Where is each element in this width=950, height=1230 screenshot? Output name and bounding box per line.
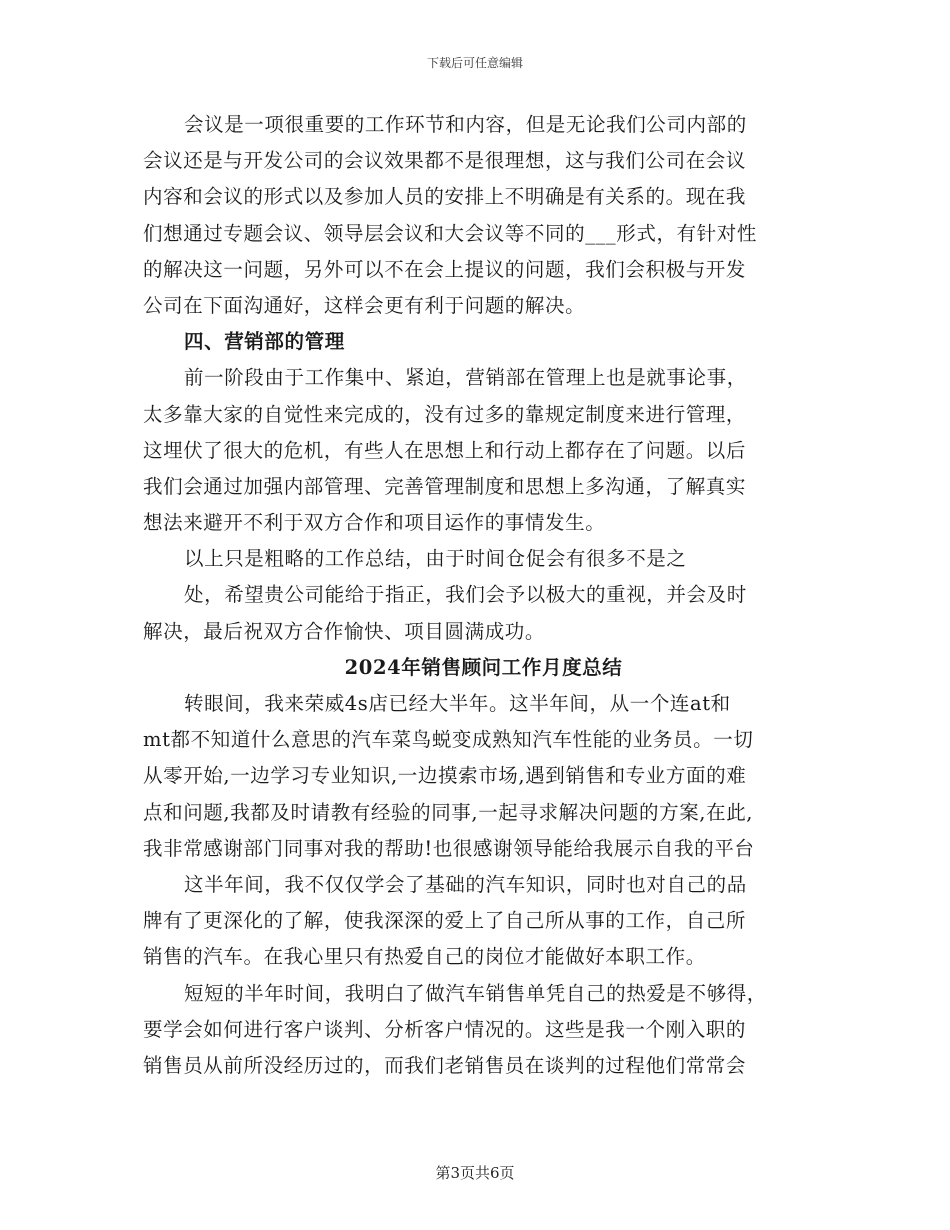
- text-line: 会议是一项很重要的工作环节和内容，但是无论我们公司内部的: [184, 113, 747, 136]
- text-line: 牌有了更深化的了解，使我深深的爱上了自己所从事的工作，自己所: [143, 909, 747, 933]
- text-line: 我们会通过加强内部管理、完善管理制度和思想上多沟通，了解真实: [143, 474, 747, 498]
- page-header: 下载后可任意编辑: [426, 56, 523, 70]
- text-line: 内容和会议的形式以及参加人员的安排上不明确是有关系的。现在我: [143, 185, 747, 209]
- text-line: 会议还是与开发公司的会议效果都不是很理想，这与我们公司在会议: [143, 149, 747, 173]
- page-number: 第3页共6页: [435, 1164, 515, 1182]
- text-line: 的解决这一问题，另外可以不在会上提议的问题，我们会积极与开发: [143, 257, 747, 281]
- text-line: 前一阶段由于工作集中、紧迫，营销部在管理上也是就事论事，: [184, 366, 747, 390]
- text-line: 这半年间，我不仅仅学会了基础的汽车知识，同时也对自己的品: [184, 872, 747, 896]
- text-line: mt都不知道什么意思的汽车菜鸟蜕变成熟知汽车性能的业务员。一切: [143, 728, 754, 752]
- text-line: 销售员从前所没经历过的，而我们老销售员在谈判的过程他们常常会: [143, 1053, 747, 1077]
- section-heading: 四、营销部的管理: [184, 330, 345, 354]
- text-line: 短短的半年时间，我明白了做汽车销售单凭自己的热爱是不够得，: [184, 981, 767, 1005]
- text-line: 想法来避开不利于双方合作和项目运作的事情发生。: [143, 511, 606, 535]
- text-line: 公司在下面沟通好，这样会更有利于问题的解决。: [143, 293, 586, 317]
- document-body: [143, 107, 808, 1084]
- document-title: 2024年销售顾问工作月度总结: [344, 655, 623, 679]
- text-line: 解决，最后祝双方合作愉快、项目圆满成功。: [143, 619, 546, 643]
- text-line: 销售的汽车。在我心里只有热爱自己的岗位才能做好本职工作。: [143, 945, 706, 969]
- text-line: 点和问题,我都及时请教有经验的同事,一起寻求解决问题的方案,在此,: [143, 800, 754, 824]
- text-line: 们想通过专题会议、领导层会议和大会议等不同的___形式，有针对性: [143, 221, 757, 245]
- text-line: 这埋伏了很大的危机，有些人在思想上和行动上都存在了问题。以后: [143, 438, 747, 462]
- text-line: 转眼间，我来荣威4s店已经大半年。这半年间，从一个连at和: [184, 692, 731, 715]
- text-line: 要学会如何进行客户谈判、分析客户情况的。这些是我一个刚入职的: [143, 1017, 747, 1041]
- text-line: 从零开始,一边学习专业知识,一边摸索市场,遇到销售和专业方面的难: [143, 764, 747, 788]
- text-line: 处，希望贵公司能给于指正，我们会予以极大的重视，并会及时: [184, 583, 747, 607]
- text-line: 我非常感谢部门同事对我的帮助!也很感谢领导能给我展示自我的平台: [143, 836, 755, 860]
- text-line: 以上只是粗略的工作总结，由于时间仓促会有很多不是之: [184, 547, 687, 571]
- text-line: 太多靠大家的自觉性来完成的，没有过多的靠规定制度来进行管理，: [143, 402, 747, 426]
